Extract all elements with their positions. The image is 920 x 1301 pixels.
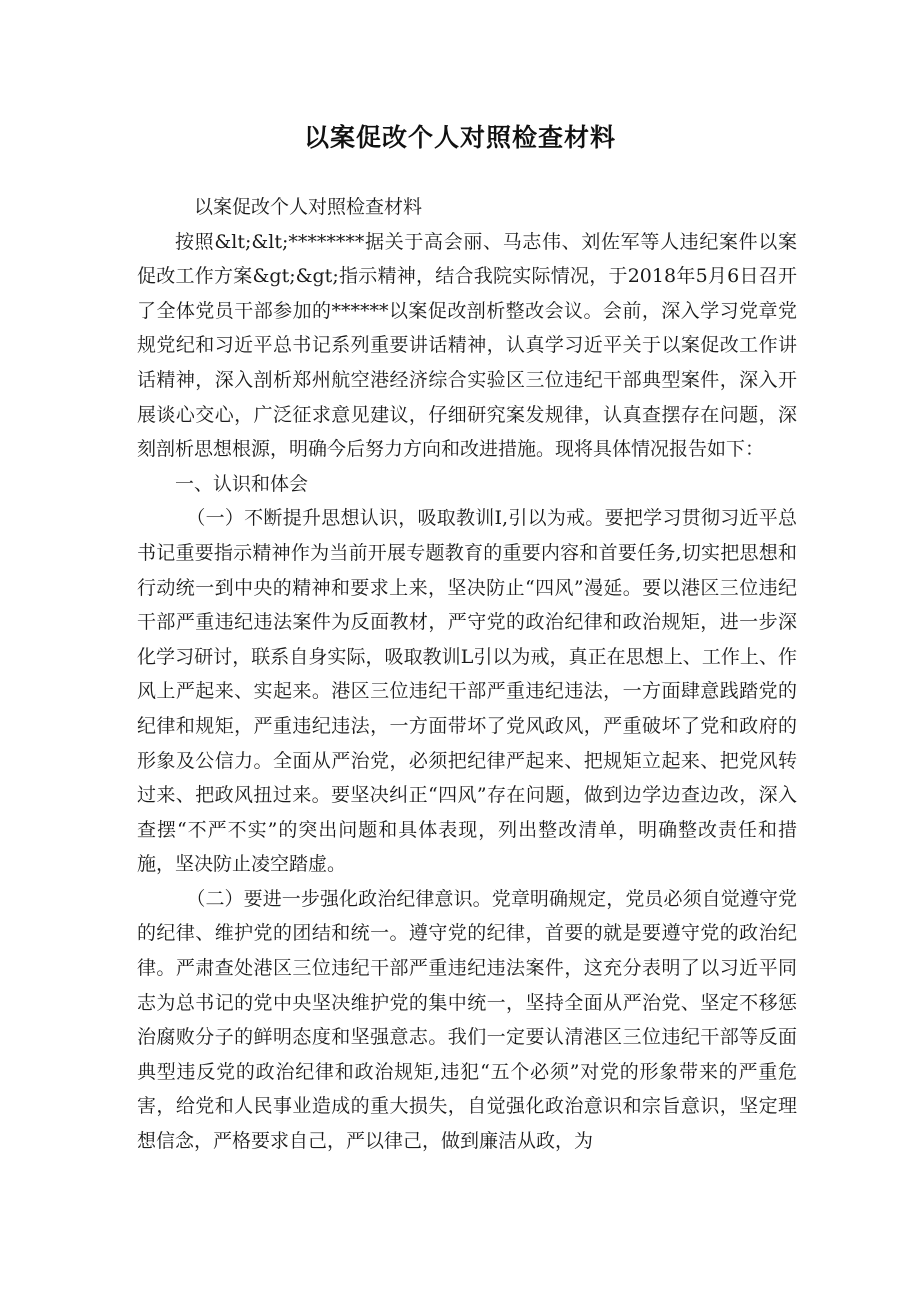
section-2-paragraph: （二）要进一步强化政治纪律意识。党章明确规定，党员必须自觉遵守党的纪律、维护党的团结和统一。遵守党的纪律，首要的就是要遵守党的政治纪律。严肃查处港区三位违纪干部严重违纪违法案件，这充分表明了以习近平同志为总书记的党中央坚决维护党的集中统一，坚持全面从严治党、坚定不移惩治腐败分子的鲜明态度和坚强意志。我们一定要认清港区三位违纪干部等反面典型违反党的政治纪律和政治规矩,违犯“五个必须”对党的形象带来的严重危害，给党和人民事业造成的重大损失，自觉强化政治意识和宗旨意识，坚定理想信念，严格要求自己，严以律己，做到廉洁从政，为 bbox=[137, 887, 797, 1153]
subtitle-paragraph: 以案促改个人对照检查材料 bbox=[194, 196, 423, 218]
section-1-paragraph: （一）不断提升思想认识，吸取教训I,引以为戒。要把学习贯彻习近平总书记重要指示精神作为当前开展专题教育的重要内容和首要任务,切实把思想和行动统一到中央的精神和要求上来，坚决防止“四风”漫延。要以港区三位违纪干部严重违纪违法案件为反面教材，严守党的政治纪律和政治规矩，进一步深化学习研讨，联系自身实际，吸取教训L引以为戒，真正在思想上、工作上、作风上严起来、实起来。港区三位违纪干部严重违纪违法，一方面肆意践踏党的纪律和规矩，严重违纪违法，一方面带坏了党风政风，严重破坏了党和政府的形象及公信力。全面从严治党，必须把纪律严起来、把规矩立起来、把党风转过来、把政风扭过来。要坚决纠正“四风”存在问题，做到边学边查边改，深入查摆“不严不实”的突出问题和具体表现，列出整改清单，明确整改责任和措施，坚决防止凌空踏虚。 bbox=[137, 507, 797, 876]
document-body bbox=[137, 190, 797, 1159]
intro-paragraph: 按照&lt;&lt;********据关于高会丽、马志伟、刘佐军等人违纪案件以案促改工作方案&gt;&gt;指示精神，结合我院实际情况，于2018年5月6日召开了全体党员干部参加的******以案促改剖析整改会议。会前，深入学习党章党规党纪和习近平总书记系列重要讲话精神，认真学习近平关于以案促改工作讲话精神，深入剖析郑州航空港经济综合实验区三位违纪干部典型案件，深入开展谈心交心，广泛征求意见建议，仔细研究案发规律，认真查摆存在问题，深刻剖析思想根源，明确今后努力方向和改进措施。现将具体情况报告如下： bbox=[137, 230, 797, 461]
section-heading: 一、认识和体会 bbox=[175, 472, 309, 495]
document-title: 以案促改个人对照检查材料 bbox=[303, 123, 616, 152]
